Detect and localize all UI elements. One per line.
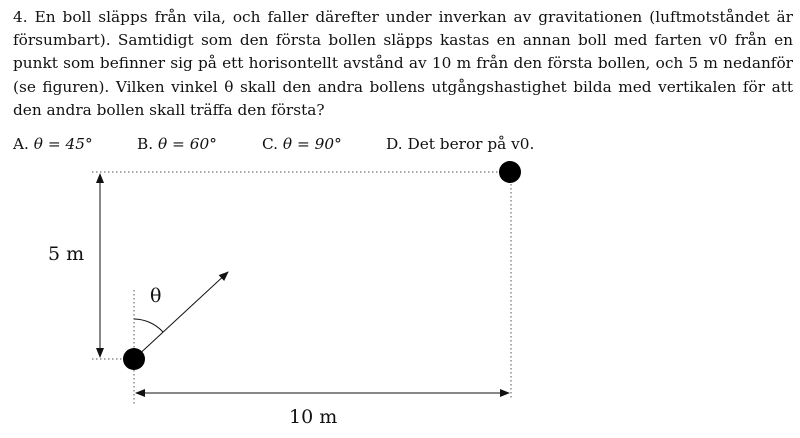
second-ball	[123, 348, 145, 370]
option-d-text: Det beror på v0.	[407, 135, 535, 153]
option-a-letter: A.	[13, 135, 29, 153]
option-b-letter: B.	[137, 135, 154, 153]
velocity-vector-arrow	[134, 272, 228, 359]
problem-body: En boll släpps från vila, och faller därefter under inverkan av gravitationen (luftmotståndet är försumbart). Samtidigt som den första bollen släpps kastas en annan boll med farten v0 från en punkt som befinner sig på ett horisontellt avstånd av 10 m från den första bollen, och 5 m nedanför (se figuren). Vilken vinkel θ skall den andra bollens utgångshastighet bilda med vertikalen för att den andra bollen skall träffa den första?	[13, 8, 793, 119]
option-d-letter: D.	[386, 135, 403, 153]
first-ball	[499, 161, 521, 183]
angle-arc	[134, 319, 163, 332]
option-a-text: θ = 45°	[33, 135, 93, 153]
option-c-letter: C.	[262, 135, 279, 153]
option-c-text: θ = 90°	[282, 135, 342, 153]
option-b-text: θ = 60°	[157, 135, 217, 153]
problem-number: 4.	[13, 8, 28, 26]
horizontal-dimension-label: 10 m	[289, 406, 338, 428]
vertical-dimension-label: 5 m	[48, 243, 85, 265]
angle-label: θ	[150, 285, 162, 307]
